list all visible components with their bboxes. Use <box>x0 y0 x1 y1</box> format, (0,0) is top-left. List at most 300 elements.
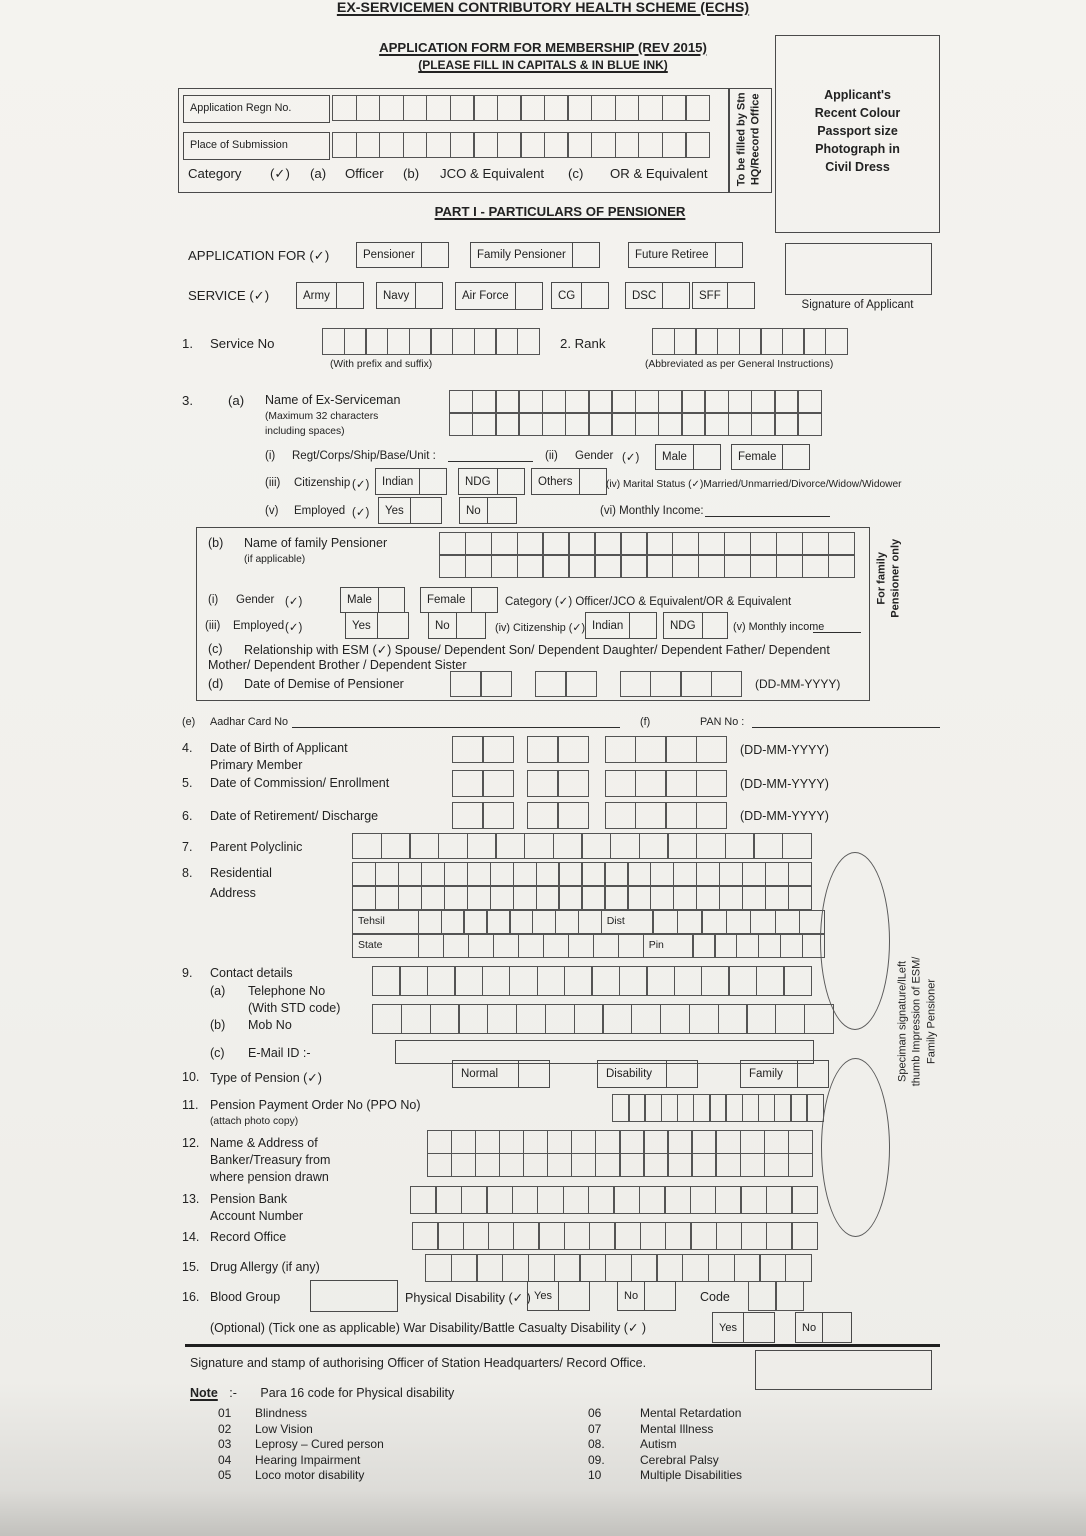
item3a-key: (a) <box>228 393 245 408</box>
item3-vi-key: (vi) <box>600 505 616 517</box>
item8-label1: Residential <box>210 866 272 880</box>
option-cg <box>551 282 609 309</box>
code-text: Mental Retardation <box>640 1406 742 1420</box>
code-cells <box>748 1281 804 1311</box>
family-iv-key: (iv) <box>495 622 510 634</box>
item9-label: Contact details <box>210 966 293 980</box>
option-family-pensioner-label: Family Pensioner <box>470 242 573 268</box>
option-pension-disability-cell <box>667 1060 698 1088</box>
option-pension-normal-cell <box>519 1060 550 1088</box>
item9a-label1: Telephone No <box>248 984 326 998</box>
code-row <box>218 1422 548 1438</box>
item6-label: Date of Retirement/ Discharge <box>210 809 379 823</box>
commission-year-cells <box>605 770 727 797</box>
option-family-employed-yes-label: Yes <box>345 612 378 639</box>
family-only-note-line1: For family <box>875 552 888 605</box>
option-others <box>531 468 607 495</box>
family-b-key: (b) <box>208 536 224 550</box>
item16-label: Blood Group <box>210 1290 281 1304</box>
option-army <box>296 282 364 309</box>
item3-iii-label: Citizenship <box>294 477 351 489</box>
option-future-retiree-label: Future Retiree <box>628 242 716 268</box>
aadhar-blank <box>292 726 620 728</box>
option-employed-yes <box>378 497 442 524</box>
disability-codes-right <box>588 1406 918 1484</box>
item3-ii-key: (ii) <box>545 450 558 462</box>
option-male-cell <box>694 444 721 470</box>
item15-label: Drug Allergy (if any) <box>210 1260 320 1274</box>
code-row <box>588 1468 918 1484</box>
option-dsc-label: DSC <box>625 282 663 309</box>
address-row1-cells <box>352 862 812 886</box>
family-i-key: (i) <box>208 594 219 606</box>
option-pension-family-label: Family <box>740 1060 798 1088</box>
item5-format: (DD-MM-YYYY) <box>740 777 829 791</box>
category-tick: (✓) <box>270 166 290 181</box>
office-use-note-line1: To be filled by Stn <box>735 92 748 187</box>
dob-day-cells <box>452 736 514 763</box>
code-row <box>588 1453 918 1469</box>
code-num: 08. <box>588 1437 605 1452</box>
option-pensioner <box>356 242 449 268</box>
retirement-month-cells <box>527 802 589 829</box>
option-physical-yes-label: Yes <box>527 1281 559 1311</box>
photo-box-line: Civil Dress <box>825 160 890 174</box>
monthly-income-blank <box>705 515 830 517</box>
pin-cells <box>694 934 825 958</box>
family-v-key: (v) <box>733 621 746 633</box>
item11-num: 11. <box>182 1098 199 1112</box>
note-line <box>190 1386 454 1400</box>
option-war-yes-cell <box>744 1312 775 1343</box>
item2-hint: (Abbreviated as per General Instructions) <box>645 359 834 370</box>
family-c-line2: Mother/ Dependent Brother / Dependent Sister <box>208 658 467 672</box>
item3-iii-tick: (✓) <box>352 479 370 491</box>
item13-label2: Account Number <box>210 1209 304 1223</box>
option-employed-no-cell <box>488 497 517 524</box>
option-male-label: Male <box>655 444 694 470</box>
option-ndg-label: NDG <box>458 468 498 495</box>
category-option-jco: JCO & Equivalent <box>440 166 545 181</box>
item1-label: Service No <box>210 336 275 351</box>
option-pensioner-cell <box>422 242 449 268</box>
option-cg-label: CG <box>551 282 582 309</box>
address-row3 <box>352 910 812 934</box>
option-pension-disability-label: Disability <box>597 1060 667 1088</box>
option-family-female-label: Female <box>420 587 472 613</box>
item12-label2: Banker/Treasury from <box>210 1153 331 1167</box>
item14-label: Record Office <box>210 1230 287 1244</box>
service-label: SERVICE (✓) <box>188 288 270 303</box>
regn-no-label: Application Regn No. <box>190 102 292 114</box>
dob-year-cells <box>605 736 727 763</box>
category-option-or: OR & Equivalent <box>610 166 708 181</box>
thumb-note-line3: Family Pensioner <box>925 978 938 1064</box>
code-label: Code <box>700 1290 730 1304</box>
applicant-signature-box <box>785 243 932 295</box>
code-text: Mental Illness <box>640 1421 714 1436</box>
applicant-signature-label: Signature of Applicant <box>801 299 914 311</box>
option-pension-normal-label: Normal <box>452 1060 519 1088</box>
item11-hint: (attach photo copy) <box>210 1116 299 1127</box>
record-office-cells <box>412 1222 818 1250</box>
code-text: Cerebral Palsy <box>640 1452 719 1467</box>
item6-num: 6. <box>182 809 193 823</box>
option-family-employed-no-label: No <box>428 612 457 639</box>
option-war-no <box>795 1312 852 1343</box>
code-text: Hearing Impairment <box>255 1452 361 1467</box>
thumb-impression-ellipse-2 <box>821 1058 890 1237</box>
option-family-indian-cell <box>630 612 657 639</box>
option-war-yes-label: Yes <box>712 1312 744 1343</box>
esm-name-grid <box>450 391 822 436</box>
item9c-label: E-Mail ID :- <box>248 1046 311 1060</box>
item3-iv <box>606 479 902 490</box>
retirement-day-cells <box>452 802 514 829</box>
state-label: State <box>352 934 419 958</box>
code-num: 02 <box>218 1421 232 1436</box>
option-army-cell <box>337 282 364 309</box>
item9b-key: (b) <box>210 1018 226 1032</box>
family-iv <box>495 621 585 634</box>
item9-num: 9. <box>182 966 193 980</box>
option-family-employed-yes-cell <box>378 612 409 639</box>
note-separator: :- <box>229 1386 237 1400</box>
family-b-label: Name of family Pensioner <box>244 536 388 550</box>
option-indian <box>375 468 447 495</box>
code-row <box>218 1453 548 1469</box>
office-use-note-line2: HQ/Record Office <box>750 93 762 186</box>
physical-disability-label: Physical Disability (✓ ) <box>405 1291 531 1305</box>
address-row4 <box>352 934 812 958</box>
option-war-no-cell <box>823 1312 852 1343</box>
state-cells <box>419 934 644 958</box>
tehsil-label: Tehsil <box>352 910 419 934</box>
option-pension-family-cell <box>798 1060 829 1088</box>
option-pension-disability <box>597 1060 698 1088</box>
option-physical-no-cell <box>645 1281 676 1311</box>
item7-num: 7. <box>182 840 193 854</box>
item-e-key: (e) <box>182 716 196 728</box>
option-family-male-cell <box>379 587 405 613</box>
code-text: Multiple Disabilities <box>640 1468 743 1483</box>
code-text: Blindness <box>255 1406 308 1420</box>
family-category-line: Category (✓) Officer/JCO & Equivalent/OR & Equivalent <box>505 596 792 608</box>
option-navy <box>376 282 443 309</box>
item9a-key: (a) <box>210 984 226 998</box>
option-others-label: Others <box>531 468 580 495</box>
code-num: 04 <box>218 1452 232 1467</box>
family-iii-label: Employed <box>233 620 285 632</box>
item3-num: 3. <box>182 393 193 408</box>
family-iii-tick: (✓) <box>285 622 303 634</box>
option-employed-yes-cell <box>411 497 442 524</box>
option-sff <box>692 282 755 309</box>
option-physical-no-label: No <box>617 1281 645 1311</box>
option-air-force-cell <box>516 282 543 310</box>
mobile-cells <box>372 1004 834 1034</box>
item3-v-label: Employed <box>294 505 346 517</box>
ppo-cells <box>612 1094 824 1122</box>
option-others-cell <box>580 468 607 495</box>
demise-day-cells <box>450 671 512 697</box>
family-v-label: Monthly income <box>748 621 825 633</box>
demise-month-cells <box>535 671 597 697</box>
thumb-note-line2: thumb Impression of ESM/ <box>910 956 923 1087</box>
item12-label3: where pension drawn <box>210 1170 329 1184</box>
code-text: Autism <box>640 1437 677 1452</box>
family-name-grid <box>440 533 855 578</box>
application-for-label: APPLICATION FOR (✓) <box>188 248 330 263</box>
item14-num: 14. <box>182 1230 200 1244</box>
photo-box-line: Photograph in <box>815 142 900 156</box>
code-row <box>588 1437 918 1453</box>
item8-num: 8. <box>182 866 193 880</box>
family-iii-key: (iii) <box>205 620 221 632</box>
option-female-cell <box>783 444 810 470</box>
item8-label2: Address <box>210 886 256 900</box>
family-v <box>733 621 824 633</box>
telephone-cells <box>372 966 812 996</box>
option-pension-normal <box>452 1060 550 1088</box>
family-only-note <box>875 523 904 633</box>
family-monthly-income-blank <box>813 631 861 633</box>
regt-blank-line <box>448 460 533 462</box>
option-navy-label: Navy <box>376 282 416 309</box>
option-war-no-label: No <box>795 1312 823 1343</box>
family-only-note-line2: Pensioner only <box>890 538 902 618</box>
category-key-a: (a) <box>310 166 327 181</box>
option-physical-yes <box>527 1281 590 1311</box>
option-dsc-cell <box>663 282 690 309</box>
code-row <box>218 1468 548 1484</box>
option-employed-no-label: No <box>459 497 488 524</box>
option-family-indian <box>585 612 657 639</box>
tehsil-cells <box>419 910 602 934</box>
option-family-pensioner-cell <box>573 242 600 268</box>
item-e-label: Aadhar Card No <box>210 716 289 728</box>
category-key-c: (c) <box>568 166 584 181</box>
optional-disability-line: (Optional) (Tick one as applicable) War Disability/Battle Casualty Disability (✓ ) <box>210 1321 647 1335</box>
option-family-pensioner <box>470 242 600 268</box>
item15-num: 15. <box>182 1260 200 1274</box>
item3-i-key: (i) <box>265 450 276 462</box>
retirement-year-cells <box>605 802 727 829</box>
item3-iii-key: (iii) <box>265 477 281 489</box>
item3-v-key: (v) <box>265 505 279 517</box>
demise-year-cells <box>620 671 742 697</box>
option-family-male-label: Male <box>340 587 379 613</box>
thumb-impression-note <box>896 941 939 1101</box>
option-family-female <box>420 587 498 613</box>
option-physical-no <box>617 1281 676 1311</box>
option-ndg-cell <box>498 468 525 495</box>
item3-i-label: Regt/Corps/Ship/Base/Unit : <box>292 450 436 462</box>
item11-label: Pension Payment Order No (PPO No) <box>210 1098 421 1112</box>
option-future-retiree-cell <box>716 242 743 268</box>
code-num: 05 <box>218 1468 232 1483</box>
category-option-officer: Officer <box>345 166 384 181</box>
item3a-hint1: (Maximum 32 characters <box>265 411 379 422</box>
place-label: Place of Submission <box>190 139 288 151</box>
office-use-note <box>735 79 764 199</box>
item12-label1: Name & Address of <box>210 1136 318 1150</box>
option-dsc <box>625 282 690 309</box>
item3-ii-label: Gender <box>575 450 614 462</box>
rank-cells <box>652 328 848 355</box>
item4-label1: Date of Birth of Applicant <box>210 741 348 755</box>
code-num: 10 <box>588 1468 602 1483</box>
option-future-retiree <box>628 242 743 268</box>
place-cells <box>332 132 710 158</box>
code-num: 07 <box>588 1421 602 1436</box>
option-pensioner-label: Pensioner <box>356 242 422 268</box>
drug-allergy-cells <box>425 1254 812 1282</box>
option-family-ndg-cell <box>703 612 728 639</box>
item16-num: 16. <box>182 1290 200 1304</box>
option-employed-no <box>459 497 517 524</box>
note-label: Note <box>190 1386 218 1400</box>
item3-vi <box>600 505 704 517</box>
address-row2-cells <box>352 886 812 910</box>
photo-box-line: Applicant's <box>824 88 891 102</box>
item5-label: Date of Commission/ Enrollment <box>210 776 390 790</box>
item2-label: 2. Rank <box>560 336 606 351</box>
item3-ii-tick: (✓) <box>622 452 640 464</box>
option-war-yes <box>712 1312 775 1343</box>
family-i-label: Gender <box>236 594 275 606</box>
option-family-ndg-label: NDG <box>663 612 703 639</box>
option-family-employed-no <box>428 612 486 639</box>
place-label-box <box>183 132 330 160</box>
demise-date-format: (DD-MM-YYYY) <box>755 677 841 691</box>
category-label: Category <box>188 166 242 181</box>
option-family-indian-label: Indian <box>585 612 630 639</box>
item4-label2: Primary Member <box>210 758 303 772</box>
code-text: Leprosy – Cured person <box>255 1437 384 1452</box>
code-row <box>218 1437 548 1453</box>
item3-v-tick: (✓) <box>352 507 370 519</box>
family-iv-label: Citizenship (✓) <box>513 622 586 634</box>
code-row <box>588 1406 918 1422</box>
divider-rule <box>185 1344 940 1347</box>
option-navy-cell <box>416 282 443 309</box>
part1-heading: PART I - PARTICULARS OF PENSIONER <box>434 204 686 219</box>
option-cg-cell <box>582 282 609 309</box>
item10-label: Type of Pension (✓) <box>210 1071 322 1085</box>
item3a-label: Name of Ex-Serviceman <box>265 393 401 407</box>
option-pension-family <box>740 1060 829 1088</box>
code-text: Loco motor disability <box>255 1468 365 1483</box>
item9a-label2: (With STD code) <box>248 1001 341 1015</box>
form-title-line3: (PLEASE FILL IN CAPITALS & IN BLUE INK) <box>418 58 668 72</box>
service-no-cells <box>322 328 540 355</box>
photo-box-line: Passport size <box>817 124 898 138</box>
item1-num: 1. <box>182 336 193 351</box>
option-employed-yes-label: Yes <box>378 497 411 524</box>
regn-no-cells <box>332 95 710 121</box>
option-family-ndg <box>663 612 728 639</box>
option-ndg <box>458 468 525 495</box>
category-key-b: (b) <box>403 166 420 181</box>
item7-label: Parent Polyclinic <box>210 840 303 854</box>
option-indian-cell <box>420 468 447 495</box>
banker-grid <box>428 1131 813 1177</box>
office-stamp-box <box>755 1350 932 1390</box>
item13-label1: Pension Bank <box>210 1192 288 1206</box>
commission-month-cells <box>527 770 589 797</box>
item4-num: 4. <box>182 741 193 755</box>
family-d-key: (d) <box>208 677 224 691</box>
family-b-hint: (if applicable) <box>244 554 306 565</box>
note-text: Para 16 code for Physical disability <box>260 1386 455 1400</box>
item1-hint: (With prefix and suffix) <box>330 359 433 370</box>
blood-group-box <box>310 1280 398 1312</box>
option-army-label: Army <box>296 282 337 309</box>
item3-vi-label: Monthly Income: <box>619 505 704 517</box>
option-male <box>655 444 721 470</box>
code-num: 03 <box>218 1437 232 1452</box>
regn-no-label-box <box>183 95 330 123</box>
item5-num: 5. <box>182 776 193 790</box>
code-num: 06 <box>588 1406 602 1420</box>
item-f-key: (f) <box>640 716 651 728</box>
code-num: 09. <box>588 1452 605 1467</box>
item3-iv-label: Marital Status (✓)Married/Unmarried/Divorce/Widow/Widower <box>623 479 902 490</box>
code-row <box>218 1406 548 1422</box>
option-sff-label: SFF <box>692 282 728 309</box>
code-num: 01 <box>218 1406 232 1420</box>
option-female-label: Female <box>731 444 783 470</box>
bank-account-cells <box>410 1186 818 1214</box>
option-indian-label: Indian <box>375 468 420 495</box>
commission-day-cells <box>452 770 514 797</box>
item10-num: 10. <box>182 1070 200 1084</box>
dist-cells <box>654 910 825 934</box>
pin-label: Pin <box>643 934 694 958</box>
option-air-force <box>455 282 543 310</box>
family-c-line1: Relationship with ESM (✓) Spouse/ Dependent Son/ Dependent Daughter/ Dependent Father/ Dependent <box>244 643 830 657</box>
item13-num: 13. <box>182 1192 200 1206</box>
form-title-line1: EX-SERVICEMEN CONTRIBUTORY HEALTH SCHEME (ECHS) <box>336 0 750 16</box>
authorising-officer-line: Signature and stamp of authorising Officer of Station Headquarters/ Record Office. <box>190 1356 647 1370</box>
family-i-tick: (✓) <box>285 596 303 608</box>
form-title-line2: APPLICATION FORM FOR MEMBERSHIP (REV 2015) <box>379 40 707 55</box>
family-c-key: (c) <box>208 642 223 656</box>
dob-month-cells <box>527 736 589 763</box>
dist-label: Dist <box>601 910 654 934</box>
code-text: Low Vision <box>255 1421 313 1436</box>
option-air-force-label: Air Force <box>455 282 516 310</box>
item3a-hint2: including spaces) <box>265 426 345 437</box>
option-family-employed-yes <box>345 612 409 639</box>
item9c-key: (c) <box>210 1046 225 1060</box>
option-family-employed-no-cell <box>457 612 486 639</box>
photo-box-line: Recent Colour <box>814 106 901 120</box>
option-sff-cell <box>728 282 755 309</box>
item-f-label: PAN No : <box>700 716 745 728</box>
item12-num: 12. <box>182 1136 200 1150</box>
polyclinic-cells <box>352 833 812 859</box>
pan-blank <box>752 726 940 728</box>
option-female <box>731 444 810 470</box>
option-physical-yes-cell <box>559 1281 590 1311</box>
family-d-label: Date of Demise of Pensioner <box>244 677 404 691</box>
option-family-male <box>340 587 405 613</box>
item3-iv-key: (iv) <box>606 479 621 490</box>
disability-codes-left <box>218 1406 548 1484</box>
item6-format: (DD-MM-YYYY) <box>740 809 829 823</box>
